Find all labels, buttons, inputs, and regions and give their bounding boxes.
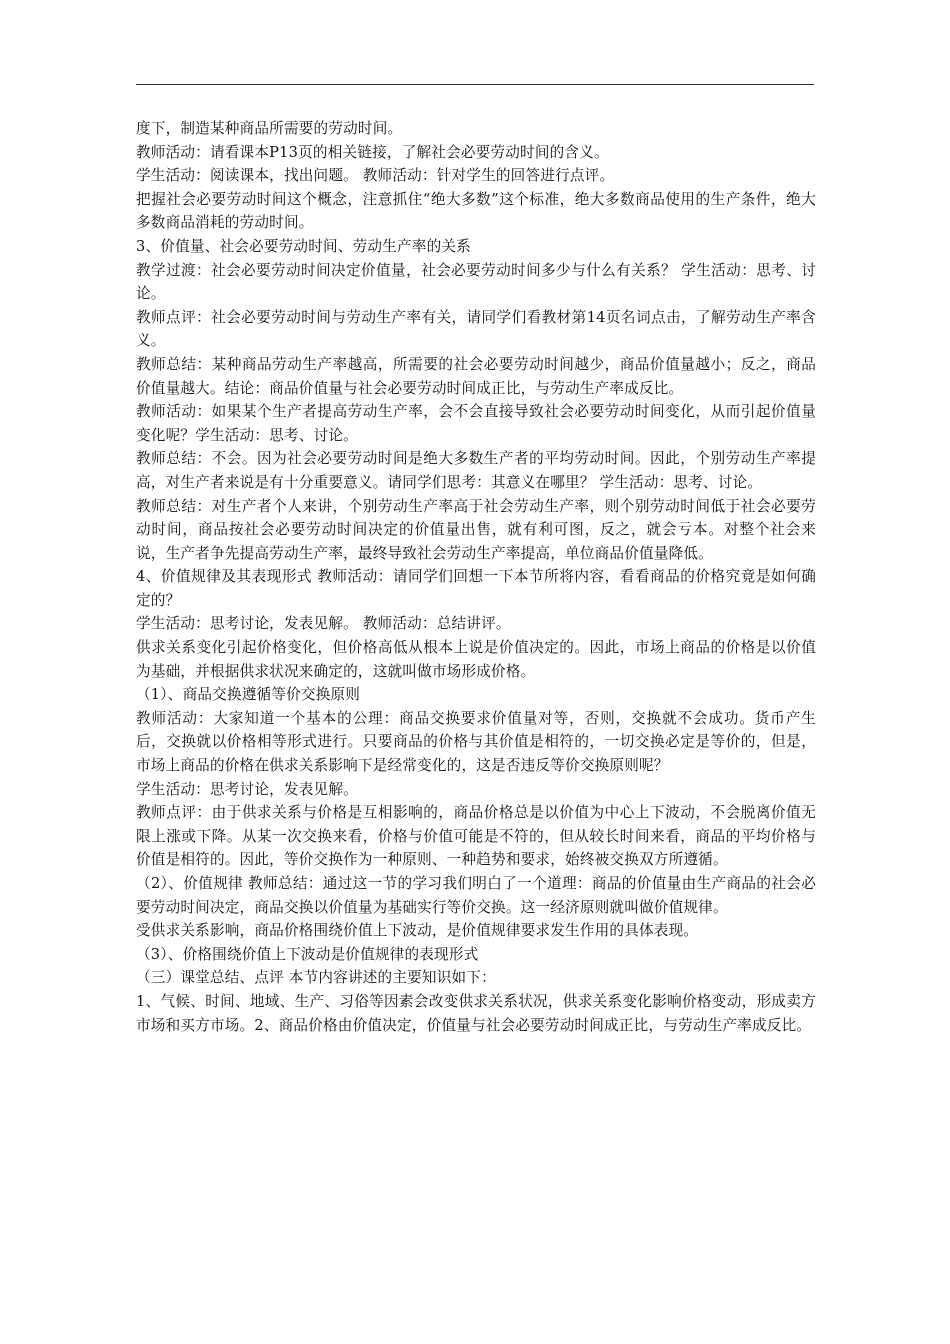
paragraph: 教师点评：由于供求关系与价格是互相影响的，商品价格总是以价值为中心上下波动，不会脱离价值无限上涨或下降。从某一次交换来看，价格与价值可能是不符的，但从较长时间来看，商品的平均价格与价值是相符的。因此，等价交换作为一种原则、一种趋势和要求，始终被交换双方所遵循。 [136, 804, 816, 869]
paragraph: 教师活动：如果某个生产者提高劳动生产率，会不会直接导致社会必要劳动时间变化，从而引起价值量变化呢？学生活动：思考、讨论。 [136, 403, 816, 444]
paragraph: 教师总结：某种商品劳动生产率越高，所需要的社会必要劳动时间越少，商品价值量越小；反之，商品价值量越大。结论：商品价值量与社会必要劳动时间成正比，与劳动生产率成反比。 [136, 355, 816, 397]
subsection-heading: （1）、商品交换遵循等价交换原则 [136, 686, 361, 704]
paragraph: 教学过渡：社会必要劳动时间决定价值量，社会必要劳动时间多少与什么有关系？ 学生活动：思考、讨论。 [136, 261, 816, 303]
paragraph: 学生活动：思考讨论，发表见解。 [136, 780, 358, 798]
section-heading: 3、价值量、社会必要劳动时间、劳动生产率的关系 [136, 237, 471, 255]
paragraph: 教师活动：请看课本P13页的相关链接，了解社会必要劳动时间的含义。 [136, 143, 609, 161]
section-heading: （三）课堂总结、点评 本节内容讲述的主要知识如下： [136, 969, 496, 987]
paragraph: 把握社会必要劳动时间这个概念，注意抓住“绝大多数”这个标准，绝大多数商品使用的生产条件，绝大多数商品消耗的劳动时间。 [136, 190, 816, 232]
paragraph: 度下，制造某种商品所需要的劳动时间。 [136, 120, 403, 137]
paragraph: 教师活动：大家知道一个基本的公理：商品交换要求价值量对等，否则，交换就不会成功。货币产生后，交换就以价格相等形式进行。只要商品的价格与其价值是相符的，一切交换必定是等价的，但是，市场上商品的价格在供求关系影响下是经常变化的，这是否违反等价交换原则呢？ [136, 709, 816, 775]
paragraph: 教师总结：不会。因为社会必要劳动时间是绝大多数生产者的平均劳动时间。因此，个别劳动生产率提高，对生产者来说是有十分重要意义。请同学们思考：其意义在哪里？ 学生活动：思考、讨论。 [136, 450, 816, 491]
subsection-heading: （2）、价值规律 教师总结：通过这一节的学习我们明白了一个道理：商品的价值量由生产商品的社会必要劳动时间决定，商品交换以价值量为基础实行等价交换。这一经济原则就叫做价值规律。 [136, 875, 816, 916]
document-body [136, 117, 816, 1037]
paragraph: 1、气候、时间、地域、生产、习俗等因素会改变供求关系状况，供求关系变化影响价格变动，形成卖方市场和买方市场。2、商品价格由价值决定，价值量与社会必要劳动时间成正比，与劳动生产率成反比。 [136, 992, 816, 1034]
paragraph: 学生活动：阅读课本，找出问题。 教师活动：针对学生的回答进行点评。 [136, 167, 615, 185]
paragraph: 教师总结：对生产者个人来讲，个别劳动生产率高于社会劳动生产率，则个别劳动时间低于社会必要劳动时间，商品按社会必要劳动时间决定的价值量出售，就有利可图，反之，就会亏本。对整个社会来说，生产者争先提高劳动生产率，最终导致社会劳动生产率提高，单位商品价值量降低。 [136, 497, 816, 562]
paragraph: 供求关系变化引起价格变化，但价格高低从根本上说是价值决定的。因此，市场上商品的价格是以价值为基础，并根据供求状况来确定的，这就叫做市场形成价格。 [136, 639, 816, 680]
subsection-heading: （3）、价格围绕价值上下波动是价值规律的表现形式 [136, 945, 479, 963]
paragraph: 受供求关系影响，商品价格围绕价值上下波动，是价值规律要求发生作用的具体表现。 [136, 922, 699, 940]
paragraph: 教师点评：社会必要劳动时间与劳动生产率有关，请同学们看教材第14页名词点击，了解劳动生产率含义。 [136, 308, 816, 350]
paragraph: 学生活动：思考讨论，发表见解。 教师活动：总结讲评。 [136, 615, 511, 633]
header-rule [136, 84, 814, 85]
section-heading: 4、价值规律及其表现形式 教师活动：请同学们回想一下本节所将内容，看看商品的价格究竟是如何确定的？ [136, 568, 816, 609]
